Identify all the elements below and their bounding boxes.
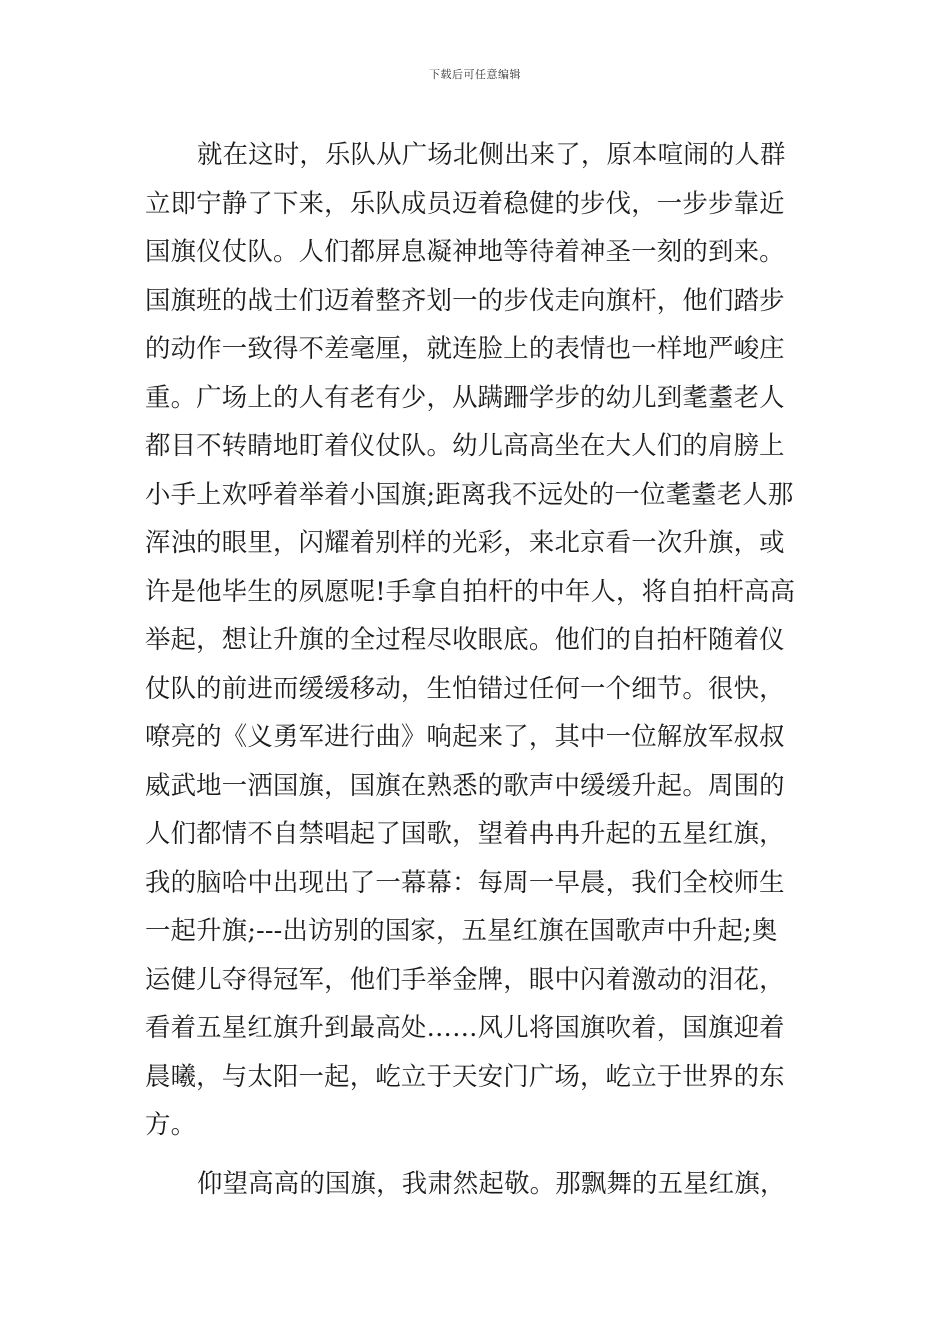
text-line: 我的脑哈中出现出了一幕幕：每周一早晨，我们全校师生 [145, 866, 785, 897]
paragraph [145, 1159, 810, 1208]
text-line: 小手上欢呼着举着小国旗;距离我不远处的一位耄耋老人那 [145, 478, 794, 509]
text-line: 重。广场上的人有老有少，从蹒跚学步的幼儿到耄耋老人 [145, 381, 785, 412]
text-line: 许是他毕生的夙愿呢!手拿自拍杆的中年人，将自拍杆高高 [145, 575, 796, 606]
text-line: 仰望高高的国旗，我肃然起敬。那飘舞的五星红旗， [197, 1167, 786, 1198]
text-line: 运健儿夺得冠军，他们手举金牌，眼中闪着激动的泪花， [145, 963, 785, 994]
text-line: 的动作一致得不差毫厘，就连脸上的表情也一样地严峻庄 [145, 333, 785, 363]
paragraph-gap [145, 1149, 810, 1159]
document-body [145, 130, 810, 1207]
paragraph [145, 130, 810, 1149]
text-line: 浑浊的眼里，闪耀着别样的光彩，来北京看一次升旗，或 [145, 527, 785, 557]
text-line: 国旗仪仗队。人们都屏息凝神地等待着神圣一刻的到来。 [145, 236, 785, 266]
text-line: 仗队的前进而缓缓移动，生怕错过任何一个细节。很快， [145, 672, 785, 703]
header-note: 下载后可任意编辑 [429, 68, 521, 81]
text-line: 嘹亮的《义勇军进行曲》响起来了，其中一位解放军叔叔 [145, 721, 785, 751]
text-line: 方。 [145, 1109, 197, 1139]
text-line: 一起升旗;---出访别的国家，五星红旗在国歌声中升起;奥 [145, 915, 778, 945]
text-line: 就在这时，乐队从广场北侧出来了，原本喧闹的人群 [197, 139, 786, 169]
text-line: 举起，想让升旗的全过程尽收眼底。他们的自拍杆随着仪 [145, 624, 785, 654]
text-line: 立即宁静了下来，乐队成员迈着稳健的步伐，一步步靠近 [145, 187, 785, 218]
text-line: 人们都情不自禁唱起了国歌，望着冉冉升起的五星红旗， [145, 818, 785, 848]
text-line: 看着五星红旗升到最高处……风儿将国旗吹着，国旗迎着 [145, 1012, 785, 1042]
text-line: 晨曦，与太阳一起，屹立于天安门广场，屹立于世界的东 [145, 1060, 785, 1091]
text-line: 都目不转睛地盯着仪仗队。幼儿高高坐在大人们的肩膀上 [145, 430, 785, 460]
text-line: 威武地一洒国旗，国旗在熟悉的歌声中缓缓升起。周围的 [145, 769, 785, 800]
text-line: 国旗班的战士们迈着整齐划一的步伐走向旗杆，他们踏步 [145, 284, 785, 315]
